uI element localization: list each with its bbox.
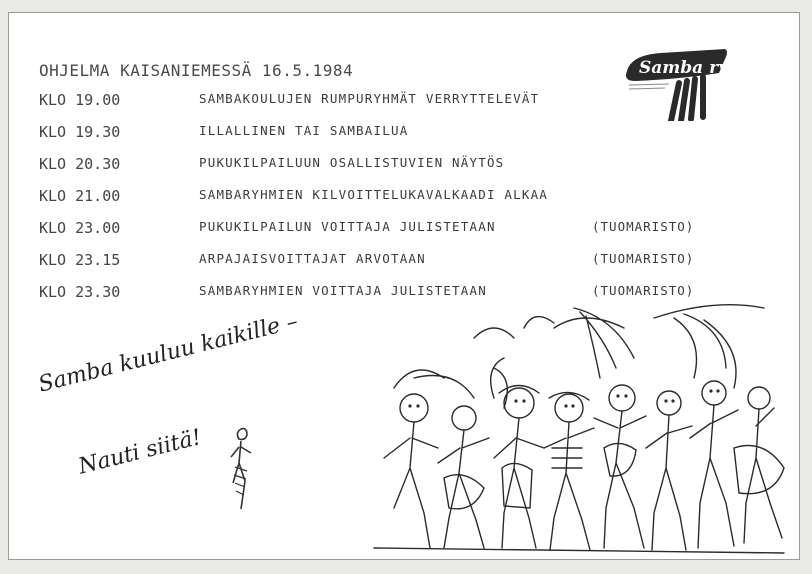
carnival-dancers-illustration — [354, 298, 794, 558]
svg-text:Samba ry: Samba ry — [639, 58, 728, 78]
program-event: ARPAJAISVOITTAJAT ARVOTAAN — [199, 251, 426, 266]
program-time: KLO 23.15 — [39, 251, 121, 269]
program-note: (TUOMARISTO) — [592, 251, 695, 266]
handwritten-line-2: Nauti siitä! — [75, 424, 204, 480]
program-time: KLO 19.30 — [39, 123, 121, 141]
handwritten-message — [35, 308, 369, 533]
program-time: KLO 21.00 — [39, 187, 121, 205]
program-event: ILLALLINEN TAI SAMBAILUA — [199, 123, 409, 138]
program-time: KLO 23.30 — [39, 283, 121, 301]
program-note: (TUOMARISTO) — [592, 283, 695, 298]
handwritten-line-1: Samba kuuluu kaikille – — [35, 308, 301, 398]
program-event: PUKUKILPAILUUN OSALLISTUVIEN NÄYTÖS — [199, 155, 505, 170]
small-dancer-sketch-icon — [227, 423, 257, 513]
program-note: (TUOMARISTO) — [592, 219, 695, 234]
program-time: KLO 23.00 — [39, 219, 121, 237]
program-time: KLO 19.00 — [39, 91, 121, 109]
program-event: SAMBARYHMIEN KILVOITTELUKAVALKAADI ALKAA — [199, 187, 549, 202]
program-event: SAMBAKOULUJEN RUMPURYHMÄT VERRYTTELEVÄT — [199, 91, 540, 106]
program-time: KLO 20.30 — [39, 155, 121, 173]
samba-ry-logo — [621, 37, 731, 121]
program-event: SAMBARYHMIEN VOITTAJA JULISTETAAN — [199, 283, 487, 298]
program-sheet — [8, 12, 800, 560]
program-title: OHJELMA KAISANIEMESSÄ 16.5.1984 — [39, 61, 354, 80]
program-event: PUKUKILPAILUN VOITTAJA JULISTETAAN — [199, 219, 496, 234]
